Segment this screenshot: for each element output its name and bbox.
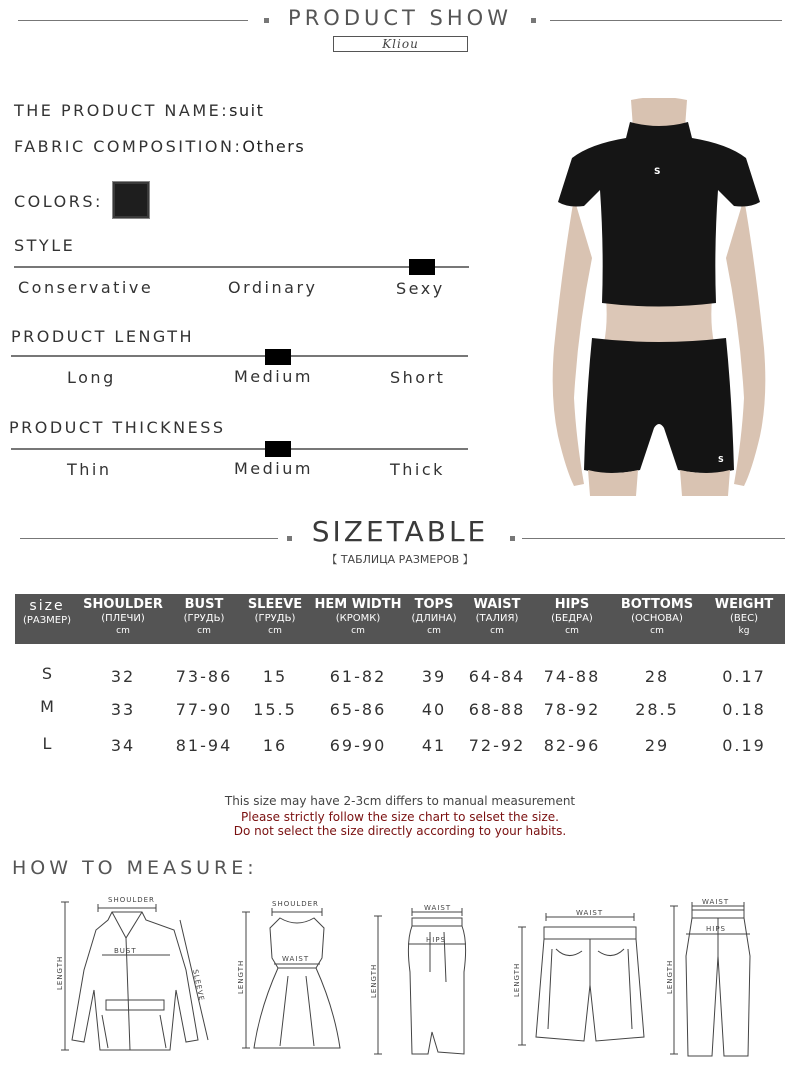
col-bust-name: BUST — [184, 597, 224, 612]
shoulder-cell: 34 — [110, 736, 136, 755]
product-name-row — [14, 101, 264, 120]
bust-cell: 81-94 — [175, 736, 233, 755]
col-tops-ru: (ДЛИНА) — [411, 613, 457, 624]
colors-label: COLORS: — [14, 192, 103, 211]
col-tops — [407, 594, 461, 644]
pants-hips-label: HIPS — [706, 925, 726, 933]
col-sleeve-ru: (ГРУДЬ) — [254, 613, 296, 624]
pants-length-label: LENGTH — [666, 959, 674, 994]
measurement-note: This size may have 2-3cm differs to manual measurement — [224, 794, 576, 808]
waist-cell: 64-84 — [468, 667, 526, 686]
col-weight — [703, 594, 785, 644]
col-waist — [461, 594, 533, 644]
brand-label: Kliou — [333, 36, 468, 52]
shorts-length-label: LENGTH — [513, 962, 521, 997]
sleeve-cell: 15.5 — [253, 700, 297, 719]
sizetable-dot-right — [510, 536, 515, 541]
fabric-row — [14, 137, 305, 156]
header-dot-right — [531, 18, 536, 23]
col-tops-name: TOPS — [414, 597, 454, 612]
sizetable-line-right — [522, 538, 785, 539]
weight-cell: 0.19 — [722, 736, 766, 755]
style-option-sexy: Sexy — [396, 279, 445, 298]
sizetable-subtitle: 【 ТАБЛИЦА РАЗМЕРОВ 】 — [326, 553, 474, 566]
dress-diagram — [230, 898, 360, 1058]
jacket-shoulder-label: SHOULDER — [108, 896, 155, 904]
col-size — [15, 594, 79, 644]
col-hem-width-ru: (КРОМК) — [335, 613, 381, 624]
bottoms-cell: 28.5 — [635, 700, 679, 719]
shorts-logo: S — [718, 455, 724, 464]
col-waist-name: WAIST — [473, 597, 521, 612]
length-option-long: Long — [67, 368, 116, 387]
skirt-length-label: LENGTH — [370, 963, 378, 998]
jacket-bust-label: BUST — [114, 947, 137, 955]
length-scale-line — [11, 355, 468, 357]
hem-width-cell: 61-82 — [329, 667, 387, 686]
length-selected-marker — [265, 349, 291, 365]
bottoms-cell: 29 — [644, 736, 670, 755]
size-table-header — [15, 594, 785, 644]
product-photo — [528, 98, 790, 496]
length-title: PRODUCT LENGTH — [11, 327, 195, 346]
col-bust-unit: cm — [197, 626, 211, 636]
fabric-value: Others — [242, 137, 306, 156]
product-name-value: suit — [229, 101, 265, 120]
page-title: PRODUCT SHOW — [288, 6, 512, 30]
hips-cell: 82-96 — [543, 736, 601, 755]
pants-waist-label: WAIST — [702, 898, 730, 906]
tops-cell: 40 — [421, 700, 447, 719]
dress-waist-label: WAIST — [282, 955, 310, 963]
col-hem-width-name: HEM WIDTH — [314, 597, 402, 612]
thickness-title: PRODUCT THICKNESS — [9, 418, 226, 437]
style-option-ordinary: Ordinary — [228, 278, 318, 297]
sleeve-cell: 15 — [262, 667, 288, 686]
col-shoulder-ru: (ПЛЕЧИ) — [101, 613, 145, 624]
pants-diagram — [662, 896, 772, 1062]
col-hips-unit: cm — [565, 626, 579, 636]
style-selected-marker — [409, 259, 435, 275]
size-cell: L — [42, 734, 54, 753]
bust-cell: 73-86 — [175, 667, 233, 686]
color-swatch-black[interactable] — [112, 181, 150, 219]
how-to-measure-title: HOW TO MEASURE: — [12, 857, 258, 879]
waist-cell: 68-88 — [468, 700, 526, 719]
style-scale-line — [14, 266, 469, 268]
col-waist-ru: (ТАЛИЯ) — [475, 613, 519, 624]
length-option-medium: Medium — [234, 367, 313, 386]
col-waist-unit: cm — [490, 626, 504, 636]
col-hem-width — [309, 594, 407, 644]
skirt-diagram — [366, 902, 486, 1062]
dress-length-label: LENGTH — [237, 959, 245, 994]
col-shoulder-name: SHOULDER — [83, 597, 163, 612]
thickness-scale-line — [11, 448, 468, 450]
skirt-waist-label: WAIST — [424, 904, 452, 912]
hips-cell: 74-88 — [543, 667, 601, 686]
col-size-name: size — [29, 598, 65, 614]
tops-cell: 41 — [421, 736, 447, 755]
top-logo: S — [654, 167, 661, 177]
hips-cell: 78-92 — [543, 700, 601, 719]
col-bust-ru: (ГРУДЬ) — [183, 613, 225, 624]
size-cell: M — [40, 697, 56, 716]
length-option-short: Short — [390, 368, 446, 387]
shorts-diagram — [508, 905, 658, 1055]
col-tops-unit: cm — [427, 626, 441, 636]
col-size-ru: (РАЗМЕР) — [22, 615, 72, 626]
col-weight-name: WEIGHT — [714, 597, 774, 612]
col-sleeve — [241, 594, 309, 644]
tops-cell: 39 — [421, 667, 447, 686]
jacket-diagram — [50, 890, 220, 1062]
sizetable-title: SIZETABLE — [311, 515, 489, 548]
size-cell: S — [41, 664, 55, 683]
shorts-waist-label: WAIST — [576, 909, 604, 917]
thickness-option-thin: Thin — [67, 460, 112, 479]
col-bottoms-unit: cm — [650, 626, 664, 636]
warning-note-2: Do not select the size directly according to your habits. — [233, 824, 567, 838]
bottoms-cell: 28 — [644, 667, 670, 686]
col-weight-ru: (ВЕС) — [730, 613, 758, 624]
col-hips — [533, 594, 611, 644]
col-sleeve-name: SLEEVE — [247, 597, 303, 612]
shoulder-cell: 32 — [110, 667, 136, 686]
col-bust — [167, 594, 241, 644]
skirt-hips-label: HIPS — [426, 936, 446, 944]
col-bottoms-name: BOTTOMS — [620, 597, 694, 612]
style-option-conservative: Conservative — [18, 278, 154, 297]
hem-width-cell: 69-90 — [329, 736, 387, 755]
jacket-sleeve-label: SLEEVE — [191, 968, 206, 1003]
product-name-label: THE PRODUCT NAME: — [14, 101, 230, 120]
mannequin-leg-left — [588, 470, 638, 496]
thickness-option-medium: Medium — [234, 459, 313, 478]
dress-shoulder-label: SHOULDER — [272, 900, 319, 908]
col-weight-unit: kg — [738, 626, 750, 636]
style-title: STYLE — [14, 236, 76, 255]
shoulder-cell: 33 — [110, 700, 136, 719]
col-sleeve-unit: cm — [268, 626, 282, 636]
col-shoulder — [79, 594, 167, 644]
header-line-right — [550, 20, 782, 21]
thickness-selected-marker — [265, 441, 291, 457]
sleeve-cell: 16 — [262, 736, 288, 755]
col-bottoms — [611, 594, 703, 644]
jacket-length-label: LENGTH — [56, 955, 64, 990]
thickness-option-thick: Thick — [390, 460, 445, 479]
hem-width-cell: 65-86 — [329, 700, 387, 719]
col-bottoms-ru: (ОСНОВА) — [631, 613, 683, 624]
col-hips-name: HIPS — [554, 597, 590, 612]
col-hem-width-unit: cm — [351, 626, 365, 636]
bust-cell: 77-90 — [175, 700, 233, 719]
weight-cell: 0.17 — [722, 667, 766, 686]
fabric-label: FABRIC COMPOSITION: — [14, 137, 243, 156]
waist-cell: 72-92 — [468, 736, 526, 755]
col-hips-ru: (БЕДРА) — [551, 613, 593, 624]
mannequin-leg-right — [680, 470, 730, 496]
warning-note-1: Please strictly follow the size chart to selset the size. — [241, 810, 559, 824]
weight-cell: 0.18 — [722, 700, 766, 719]
col-shoulder-unit: cm — [116, 626, 130, 636]
